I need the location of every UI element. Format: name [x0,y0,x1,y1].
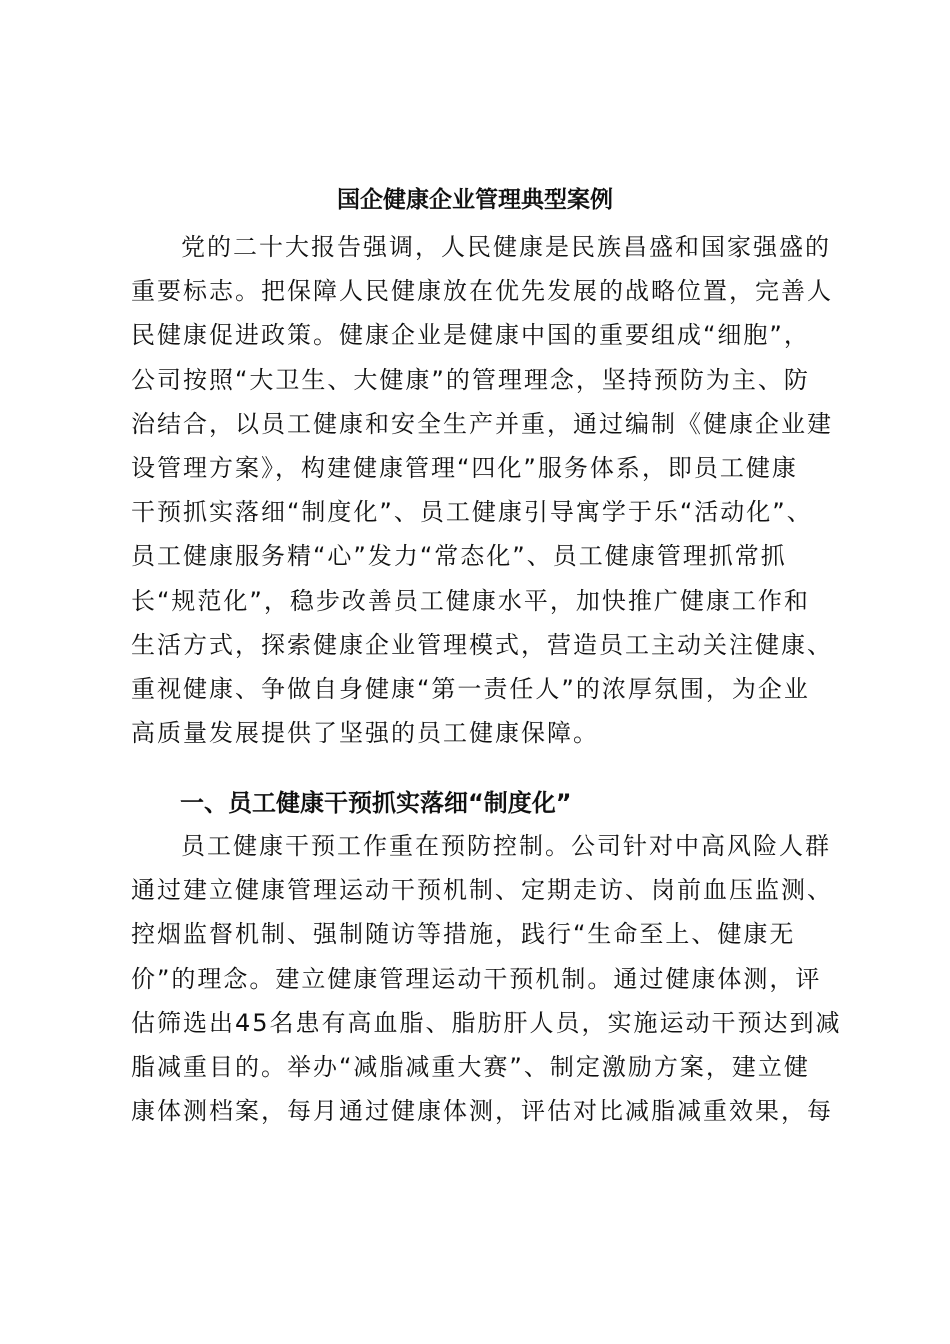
paragraph-line: 民健康促进政策。健康企业是健康中国的重要组成“细胞”， [131,321,810,350]
section1-paragraph [131,824,842,1133]
paragraph-line: 干预抓实落细“制度化”、员工健康引导寓学于乐“活动化”、 [131,498,813,527]
paragraph-line: 党的二十大报告强调，人民健康是民族昌盛和国家强盛的 [181,233,831,261]
paragraph-line: 公司按照“大卫生、大健康”的管理理念，坚持预防为主、防 [131,365,810,394]
section-heading: 一、员工健康干预抓实落细“制度化” [180,789,572,817]
paragraph-line: 康体测档案，每月通过健康体测，评估对比减脂减重效果，每 [131,1097,833,1126]
paragraph-line: 估筛选出45名患有高血脂、脂肪肝人员，实施运动干预达到减 [131,1008,842,1037]
paragraph-line: 控烟监督机制、强制随访等措施，践行“生命至上、健康无 [131,920,796,949]
paragraph-line: 治结合，以员工健康和安全生产并重，通过编制《健康企业建 [131,409,833,438]
paragraph-line: 重视健康、争做自身健康“第一责任人”的浓厚氛围，为企业 [131,674,810,703]
paragraph-line: 价”的理念。建立健康管理运动干预机制。通过健康体测，评 [131,964,822,993]
document-title: 国企健康企业管理典型案例 [337,186,613,213]
paragraph-line: 员工健康服务精“心”发力“常态化”、员工健康管理抓常抓 [131,542,787,571]
paragraph-line: 长“规范化”，稳步改善员工健康水平，加快推广健康工作和 [131,586,810,615]
paragraph-line: 重要标志。把保障人民健康放在优先发展的战略位置，完善人 [131,277,833,306]
paragraph-line: 生活方式，探索健康企业管理模式，营造员工主动关注健康、 [131,630,833,659]
paragraph-line: 脂减重目的。举办“减脂减重大赛”、制定激励方案，建立健 [131,1052,810,1081]
paragraph-line: 员工健康干预工作重在预防控制。公司针对中高风险人群 [181,832,831,860]
paragraph-line: 高质量发展提供了坚强的员工健康保障。 [131,719,599,748]
paragraph-line: 通过建立健康管理运动干预机制、定期走访、岗前血压监测、 [131,876,833,905]
paragraph-line: 设管理方案》，构建健康管理“四化”服务体系，即员工健康 [131,453,798,482]
intro-paragraph [131,225,831,755]
